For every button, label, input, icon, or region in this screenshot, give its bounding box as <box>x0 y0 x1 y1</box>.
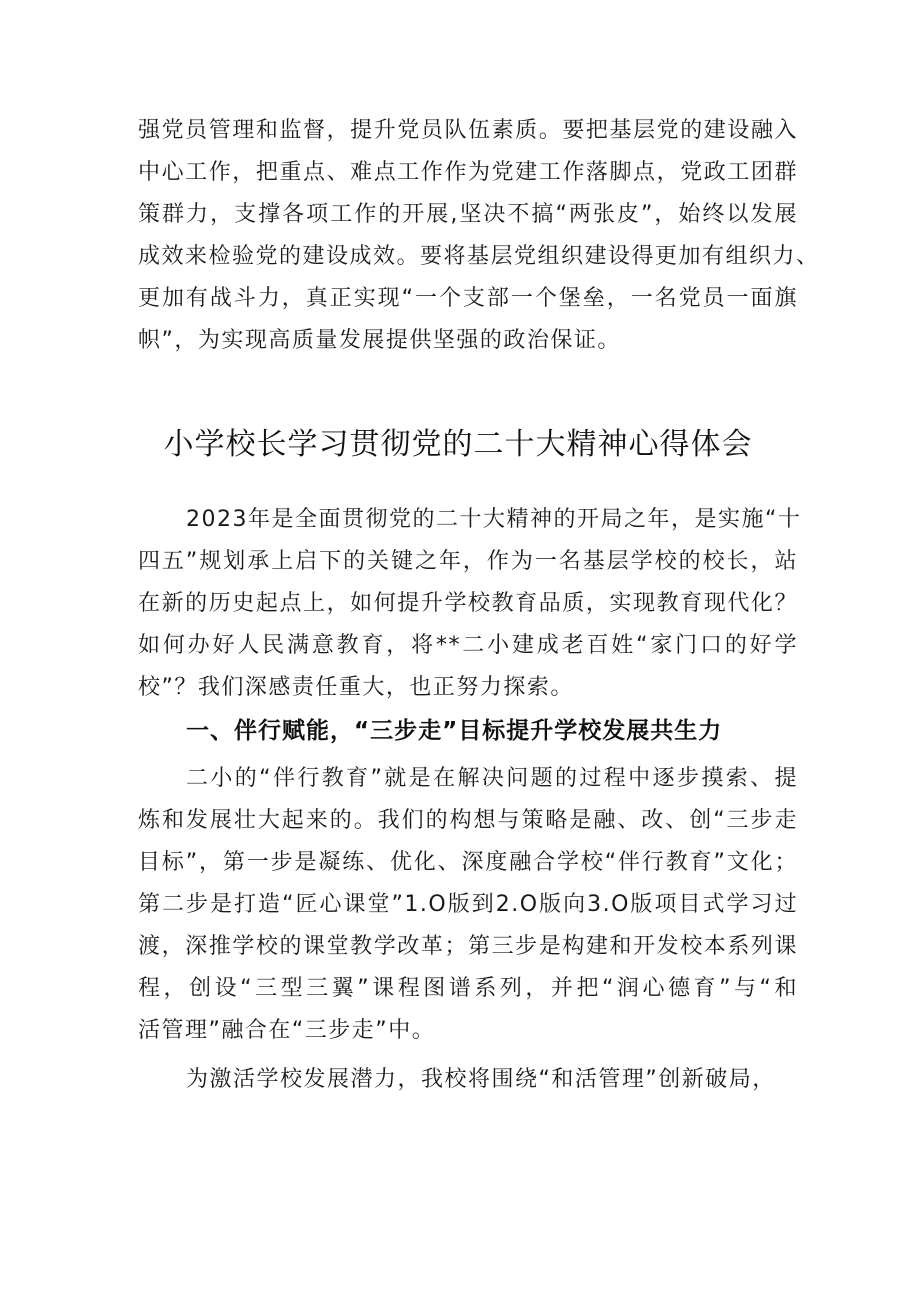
section-heading: 一、伴行赋能，“三步走”目标提升学校发展共生力 <box>186 718 723 744</box>
paragraph-2-line-4: 第二步是打造“匠心课堂”1.O版到2.O版向3.O版项目式学习过 <box>138 892 798 917</box>
intro-line-4: 成效来检验党的建设成效。要将基层党组织建设得更加有组织力、 <box>138 244 820 269</box>
intro-line-6: 帜”，为实现高质量发展提供坚强的政治保证。 <box>138 328 621 353</box>
paragraph-2-line-7: 活管理”融合在“三步走”中。 <box>138 1018 436 1043</box>
intro-line-1: 强党员管理和监督，提升党员队伍素质。要把基层党的建设融入 <box>138 118 798 143</box>
intro-line-2: 中心工作，把重点、难点工作作为党建工作落脚点，党政工团群 <box>138 160 798 185</box>
intro-line-3: 策群力，支撑各项工作的开展,坚决不搞“两张皮”，始终以发展 <box>138 202 798 227</box>
paragraph-2-line-1: 二小的“伴行教育”就是在解决问题的过程中逐步摸索、提 <box>186 766 798 791</box>
paragraph-3-line-1: 为激活学校发展潜力，我校将围绕“和活管理”创新破局， <box>186 1067 776 1092</box>
paragraph-1-line-4: 如何办好人民满意教育，将**二小建成老百姓“家门口的好学 <box>138 633 798 658</box>
paragraph-1-line-5: 校”？我们深感责任重大，也正努力探索。 <box>138 675 574 700</box>
paragraph-2-line-5: 渡，深推学校的课堂教学改革；第三步是构建和开发校本系列课 <box>138 934 798 959</box>
paragraph-1-line-2: 四五”规划承上启下的关键之年，作为一名基层学校的校长，站 <box>138 549 798 574</box>
paragraph-1-line-1: 2023年是全面贯彻党的二十大精神的开局之年，是实施“十 <box>186 507 802 532</box>
paragraph-1-line-3: 在新的历史起点上，如何提升学校教育品质，实现教育现代化？ <box>138 591 798 616</box>
paragraph-2-line-2: 炼和发展壮大起来的。我们的构想与策略是融、改、创“三步走 <box>138 808 798 833</box>
article-title: 小学校长学习贯彻党的二十大精神心得体会 <box>163 427 753 462</box>
paragraph-2-line-3: 目标”，第一步是凝练、优化、深度融合学校“伴行教育”文化； <box>138 850 798 875</box>
paragraph-2-line-6: 程，创设“三型三翼”课程图谱系列，并把“润心德育”与“和 <box>138 976 798 1001</box>
intro-line-5: 更加有战斗力，真正实现“一个支部一个堡垒，一名党员一面旗 <box>138 286 798 311</box>
